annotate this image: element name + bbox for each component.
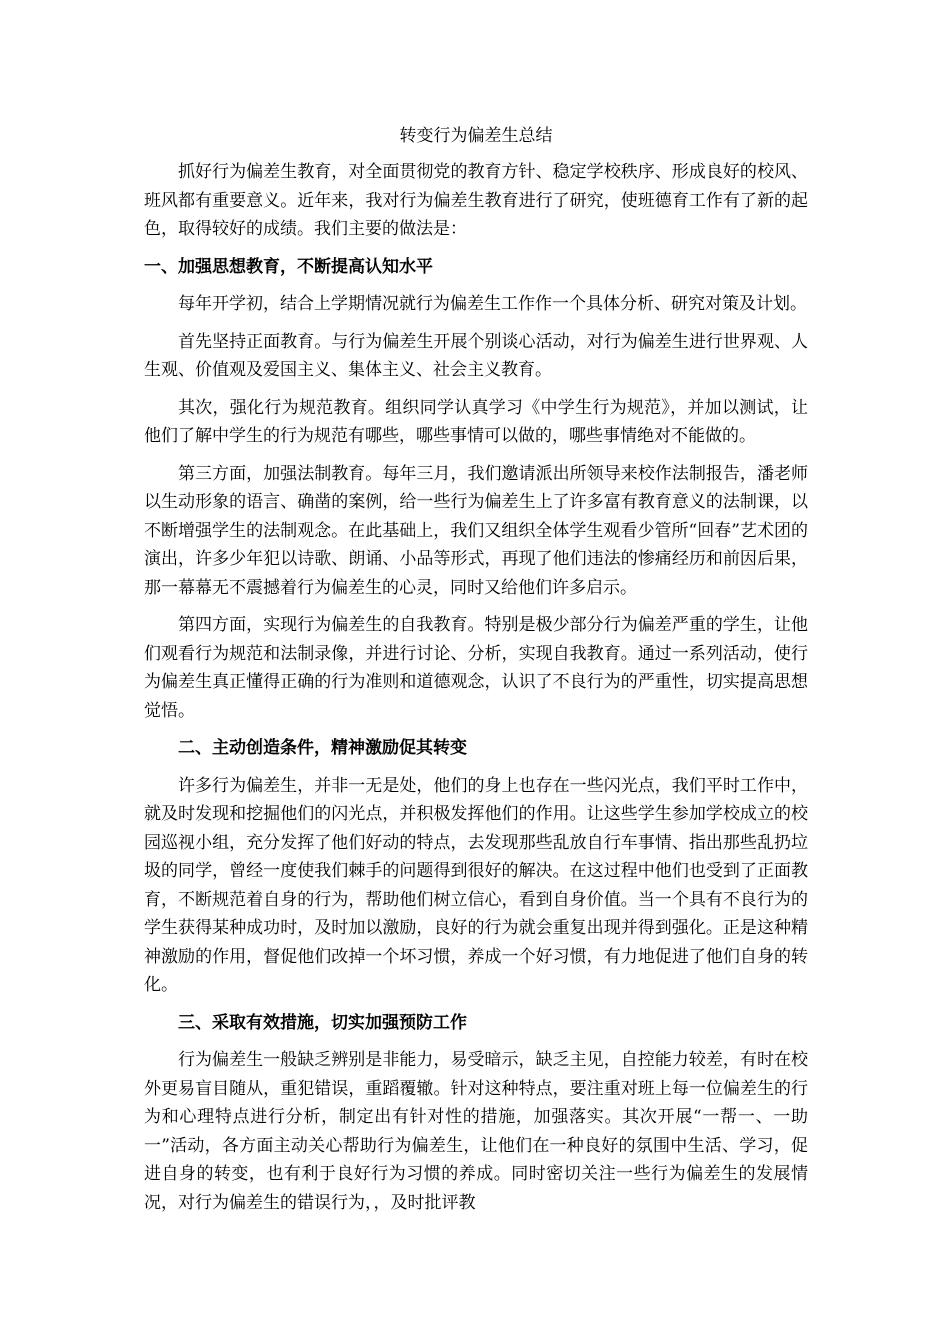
section-1-paragraph-5: 第四方面，实现行为偏差生的自我教育。特别是极少部分行为偏差严重的学生，让他们观看行为规范和法制录像，并进行讨论、分析，实现自我教育。通过一系列活动，使行为偏差生真正懂得正确的行为准则和道德观念，认识了不良行为的严重性，切实提高思想觉悟。 <box>144 615 808 721</box>
section-1-paragraph-1: 每年开学初，结合上学期情况就行为偏差生工作作一个具体分析、研究对策及计划。 <box>178 294 807 314</box>
section-1-heading: 一、加强思想教育，不断提高认知水平 <box>144 256 433 277</box>
section-1-paragraph-2: 首先坚持正面教育。与行为偏差生开展个别谈心活动，对行为偏差生进行世界观、人生观、价值观及爱国主义、集体主义、社会主义教育。 <box>144 331 808 380</box>
intro-paragraph: 抓好行为偏差生教育，对全面贯彻党的教育方针、稳定学校秩序、形成良好的校风、班风都有重要意义。近年来，我对行为偏差生教育进行了研究，使班德育工作有了新的起色，取得较好的成绩。我们主要的做法是： <box>144 162 808 239</box>
section-1-paragraph-3: 其次，强化行为规范教育。组织同学认真学习《中学生行为规范》，并加以测试，让他们了解中学生的行为规范有哪些，哪些事情可以做的，哪些事情绝对不能做的。 <box>144 397 808 446</box>
section-3-heading: 三、采取有效措施，切实加强预防工作 <box>178 1012 467 1033</box>
section-1-paragraph-4: 第三方面，加强法制教育。每年三月，我们邀请派出所领导来校作法制报告，潘老师以生动形象的语言、确凿的案例，给一些行为偏差生上了许多富有教育意义的法制课，以不断增强学生的法制观念。在此基础上，我们又组织全体学生观看少管所“回春”艺术团的演出，许多少年犯以诗歌、朗诵、小品等形式，再现了他们违法的惨痛经历和前因后果，那一幕幕无不震撼着行为偏差生的心灵，同时又给他们许多启示。 <box>144 463 808 598</box>
document-title: 转变行为偏差生总结 <box>399 126 553 146</box>
document-body <box>144 122 808 1226</box>
section-2-heading: 二、主动创造条件，精神激励促其转变 <box>178 738 467 758</box>
section-3-paragraph-1: 行为偏差生一般缺乏辨别是非能力，易受暗示，缺乏主见，自控能力较差，有时在校外更易盲目随从，重犯错误，重蹈覆辙。针对这种特点，要注重对班上每一位偏差生的行为和心理特点进行分析，制定出有针对性的措施，加强落实。其次开展“一帮一、一助一”活动，各方面主动关心帮助行为偏差生，让他们在一种良好的氛围中生活、学习，促进自身的转变，也有利于良好行为习惯的养成。同时密切关注一些行为偏差生的发展情况，对行为偏差生的错误行为，，及时批评教 <box>144 1050 808 1213</box>
section-2-paragraph-1: 许多行为偏差生，并非一无是处，他们的身上也存在一些闪光点，我们平时工作中，就及时发现和挖掘他们的闪光点，并积极发挥他们的作用。让这些学生参加学校成立的校园巡视小组，充分发挥了他们好动的特点，去发现那些乱放自行车事情、指出那些乱扔垃圾的同学，曾经一度使我们棘手的问题得到很好的解决。在这过程中他们也受到了正面教育，不断规范着自身的行为，帮助他们树立信心，看到自身价值。当一个具有不良行为的学生获得某种成功时，及时加以激励，良好的行为就会重复出现并得到强化。正是这种精神激励的作用，督促他们改掉一个坏习惯，养成一个好习惯，有力地促进了他们自身的转化。 <box>144 775 808 995</box>
